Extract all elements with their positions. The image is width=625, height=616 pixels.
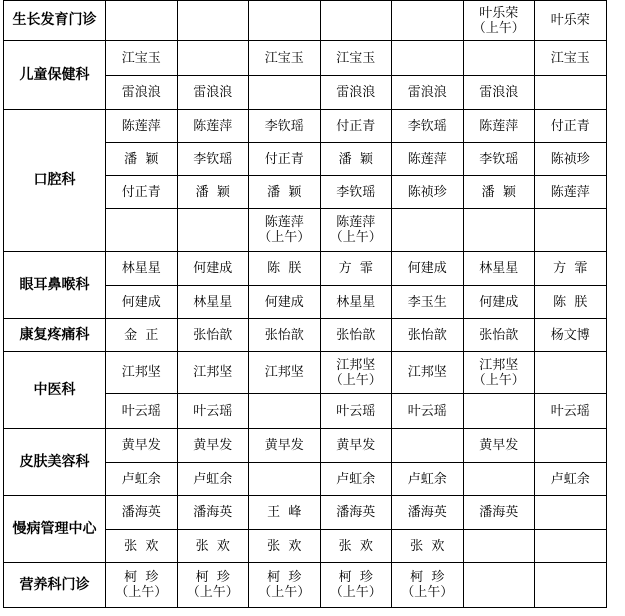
doctor-cell: 金 正 bbox=[106, 319, 178, 352]
doctor-cell bbox=[249, 463, 321, 496]
doctor-cell bbox=[535, 530, 607, 563]
doctor-cell: 张 欢 bbox=[106, 530, 178, 563]
doctor-cell: 何建成 bbox=[177, 252, 249, 286]
doctor-cell bbox=[392, 1, 464, 41]
doctor-cell: 林星星 bbox=[106, 252, 178, 286]
doctor-cell: 江邦坚 （上午） bbox=[463, 352, 535, 394]
doctor-cell: 付正青 bbox=[249, 143, 321, 176]
doctor-cell: 陈莲萍 bbox=[535, 176, 607, 209]
department-name: 营养科门诊 bbox=[4, 563, 106, 608]
doctor-cell bbox=[249, 76, 321, 110]
doctor-cell: 陈莲萍 bbox=[106, 110, 178, 143]
doctor-cell bbox=[535, 429, 607, 463]
doctor-cell: 潘 颖 bbox=[106, 143, 178, 176]
doctor-cell bbox=[535, 563, 607, 608]
doctor-cell: 张 欢 bbox=[249, 530, 321, 563]
doctor-cell: 潘海英 bbox=[392, 496, 464, 530]
doctor-cell bbox=[177, 209, 249, 252]
department-name: 眼耳鼻喉科 bbox=[4, 252, 106, 319]
doctor-cell: 陈 朕 bbox=[249, 252, 321, 286]
department-name: 口腔科 bbox=[4, 110, 106, 252]
doctor-cell: 杨文博 bbox=[535, 319, 607, 352]
doctor-cell: 雷浪浪 bbox=[463, 76, 535, 110]
doctor-cell: 张怡歆 bbox=[177, 319, 249, 352]
doctor-cell bbox=[320, 1, 392, 41]
doctor-cell: 林星星 bbox=[320, 286, 392, 319]
doctor-cell: 江邦坚 （上午） bbox=[320, 352, 392, 394]
doctor-cell: 张 欢 bbox=[177, 530, 249, 563]
doctor-cell: 江宝玉 bbox=[320, 41, 392, 76]
doctor-cell: 黄早发 bbox=[106, 429, 178, 463]
schedule-row bbox=[4, 41, 607, 76]
schedule-row bbox=[4, 563, 607, 608]
doctor-cell: 江邦坚 bbox=[392, 352, 464, 394]
doctor-cell: 付正青 bbox=[106, 176, 178, 209]
doctor-cell: 陈莲萍 bbox=[177, 110, 249, 143]
schedule-row bbox=[4, 252, 607, 286]
doctor-cell: 何建成 bbox=[106, 286, 178, 319]
doctor-cell bbox=[535, 209, 607, 252]
doctor-cell bbox=[106, 1, 178, 41]
doctor-cell: 何建成 bbox=[392, 252, 464, 286]
schedule-body bbox=[4, 1, 607, 608]
duty-schedule-table bbox=[3, 0, 607, 608]
department-name: 生长发育门诊 bbox=[4, 1, 106, 41]
doctor-cell: 叶云瑶 bbox=[106, 394, 178, 429]
doctor-cell: 黄早发 bbox=[320, 429, 392, 463]
doctor-cell: 张怡歆 bbox=[320, 319, 392, 352]
doctor-cell: 叶乐荣 bbox=[535, 1, 607, 41]
doctor-cell: 雷浪浪 bbox=[392, 76, 464, 110]
doctor-cell: 张 欢 bbox=[392, 530, 464, 563]
doctor-cell bbox=[535, 76, 607, 110]
doctor-cell bbox=[106, 209, 178, 252]
doctor-cell: 潘海英 bbox=[463, 496, 535, 530]
doctor-cell: 柯 珍 （上午） bbox=[320, 563, 392, 608]
schedule-row bbox=[4, 319, 607, 352]
department-name: 康复疼痛科 bbox=[4, 319, 106, 352]
doctor-cell bbox=[463, 41, 535, 76]
doctor-cell: 雷浪浪 bbox=[106, 76, 178, 110]
doctor-cell: 陈莲萍 bbox=[463, 110, 535, 143]
doctor-cell: 卢虹余 bbox=[392, 463, 464, 496]
doctor-cell bbox=[535, 496, 607, 530]
doctor-cell: 陈祯珍 bbox=[392, 176, 464, 209]
doctor-cell: 叶云瑶 bbox=[177, 394, 249, 429]
doctor-cell bbox=[392, 209, 464, 252]
doctor-cell: 江邦坚 bbox=[177, 352, 249, 394]
doctor-cell: 潘 颖 bbox=[463, 176, 535, 209]
doctor-cell: 陈祯珍 bbox=[535, 143, 607, 176]
doctor-cell: 叶乐荣 （上午） bbox=[463, 1, 535, 41]
doctor-cell: 李钦瑶 bbox=[177, 143, 249, 176]
doctor-cell: 王 峰 bbox=[249, 496, 321, 530]
doctor-cell bbox=[535, 352, 607, 394]
doctor-cell: 雷浪浪 bbox=[177, 76, 249, 110]
doctor-cell: 何建成 bbox=[463, 286, 535, 319]
schedule-row bbox=[4, 1, 607, 41]
doctor-cell: 李钦瑶 bbox=[463, 143, 535, 176]
doctor-cell: 卢虹余 bbox=[106, 463, 178, 496]
doctor-cell: 叶云瑶 bbox=[392, 394, 464, 429]
doctor-cell: 李钦瑶 bbox=[392, 110, 464, 143]
doctor-cell: 柯 珍 （上午） bbox=[106, 563, 178, 608]
doctor-cell bbox=[249, 394, 321, 429]
doctor-cell bbox=[463, 209, 535, 252]
department-name: 中医科 bbox=[4, 352, 106, 429]
doctor-cell: 黄早发 bbox=[249, 429, 321, 463]
doctor-cell: 江宝玉 bbox=[106, 41, 178, 76]
doctor-cell: 付正青 bbox=[320, 110, 392, 143]
doctor-cell: 陈莲萍 bbox=[392, 143, 464, 176]
doctor-cell bbox=[177, 1, 249, 41]
doctor-cell: 卢虹余 bbox=[177, 463, 249, 496]
doctor-cell: 张怡歆 bbox=[392, 319, 464, 352]
doctor-cell: 江邦坚 bbox=[106, 352, 178, 394]
schedule-row bbox=[4, 352, 607, 394]
doctor-cell bbox=[463, 463, 535, 496]
doctor-cell: 陈莲萍 （上午） bbox=[249, 209, 321, 252]
doctor-cell: 潘 颖 bbox=[177, 176, 249, 209]
doctor-cell: 潘 颖 bbox=[249, 176, 321, 209]
doctor-cell: 柯 珍 （上午） bbox=[177, 563, 249, 608]
doctor-cell: 江宝玉 bbox=[249, 41, 321, 76]
doctor-cell: 林星星 bbox=[463, 252, 535, 286]
doctor-cell bbox=[463, 530, 535, 563]
doctor-cell bbox=[392, 41, 464, 76]
doctor-cell: 方 霏 bbox=[320, 252, 392, 286]
doctor-cell: 李钦瑶 bbox=[249, 110, 321, 143]
doctor-cell: 张怡歆 bbox=[463, 319, 535, 352]
department-name: 慢病管理中心 bbox=[4, 496, 106, 563]
doctor-cell: 潘海英 bbox=[106, 496, 178, 530]
doctor-cell: 潘海英 bbox=[320, 496, 392, 530]
doctor-cell: 柯 珍 （上午） bbox=[392, 563, 464, 608]
doctor-cell: 方 霏 bbox=[535, 252, 607, 286]
doctor-cell: 雷浪浪 bbox=[320, 76, 392, 110]
doctor-cell bbox=[392, 429, 464, 463]
doctor-cell: 卢虹余 bbox=[535, 463, 607, 496]
doctor-cell: 林星星 bbox=[177, 286, 249, 319]
schedule-row bbox=[4, 429, 607, 463]
doctor-cell: 黄早发 bbox=[177, 429, 249, 463]
department-name: 皮肤美容科 bbox=[4, 429, 106, 496]
doctor-cell: 李玉生 bbox=[392, 286, 464, 319]
doctor-cell bbox=[177, 41, 249, 76]
doctor-cell bbox=[463, 563, 535, 608]
doctor-cell: 李钦瑶 bbox=[320, 176, 392, 209]
doctor-cell: 何建成 bbox=[249, 286, 321, 319]
doctor-cell: 黄早发 bbox=[463, 429, 535, 463]
doctor-cell: 江宝玉 bbox=[535, 41, 607, 76]
doctor-cell: 柯 珍 （上午） bbox=[249, 563, 321, 608]
doctor-cell: 江邦坚 bbox=[249, 352, 321, 394]
schedule-row bbox=[4, 496, 607, 530]
doctor-cell: 叶云瑶 bbox=[320, 394, 392, 429]
department-name: 儿童保健科 bbox=[4, 41, 106, 110]
doctor-cell: 叶云瑶 bbox=[535, 394, 607, 429]
doctor-cell: 潘海英 bbox=[177, 496, 249, 530]
doctor-cell bbox=[249, 1, 321, 41]
doctor-cell: 张 欢 bbox=[320, 530, 392, 563]
doctor-cell: 潘 颖 bbox=[320, 143, 392, 176]
doctor-cell: 付正青 bbox=[535, 110, 607, 143]
doctor-cell: 陈莲萍 （上午） bbox=[320, 209, 392, 252]
schedule-row bbox=[4, 110, 607, 143]
doctor-cell bbox=[463, 394, 535, 429]
doctor-cell: 陈 朕 bbox=[535, 286, 607, 319]
doctor-cell: 卢虹余 bbox=[320, 463, 392, 496]
doctor-cell: 张怡歆 bbox=[249, 319, 321, 352]
